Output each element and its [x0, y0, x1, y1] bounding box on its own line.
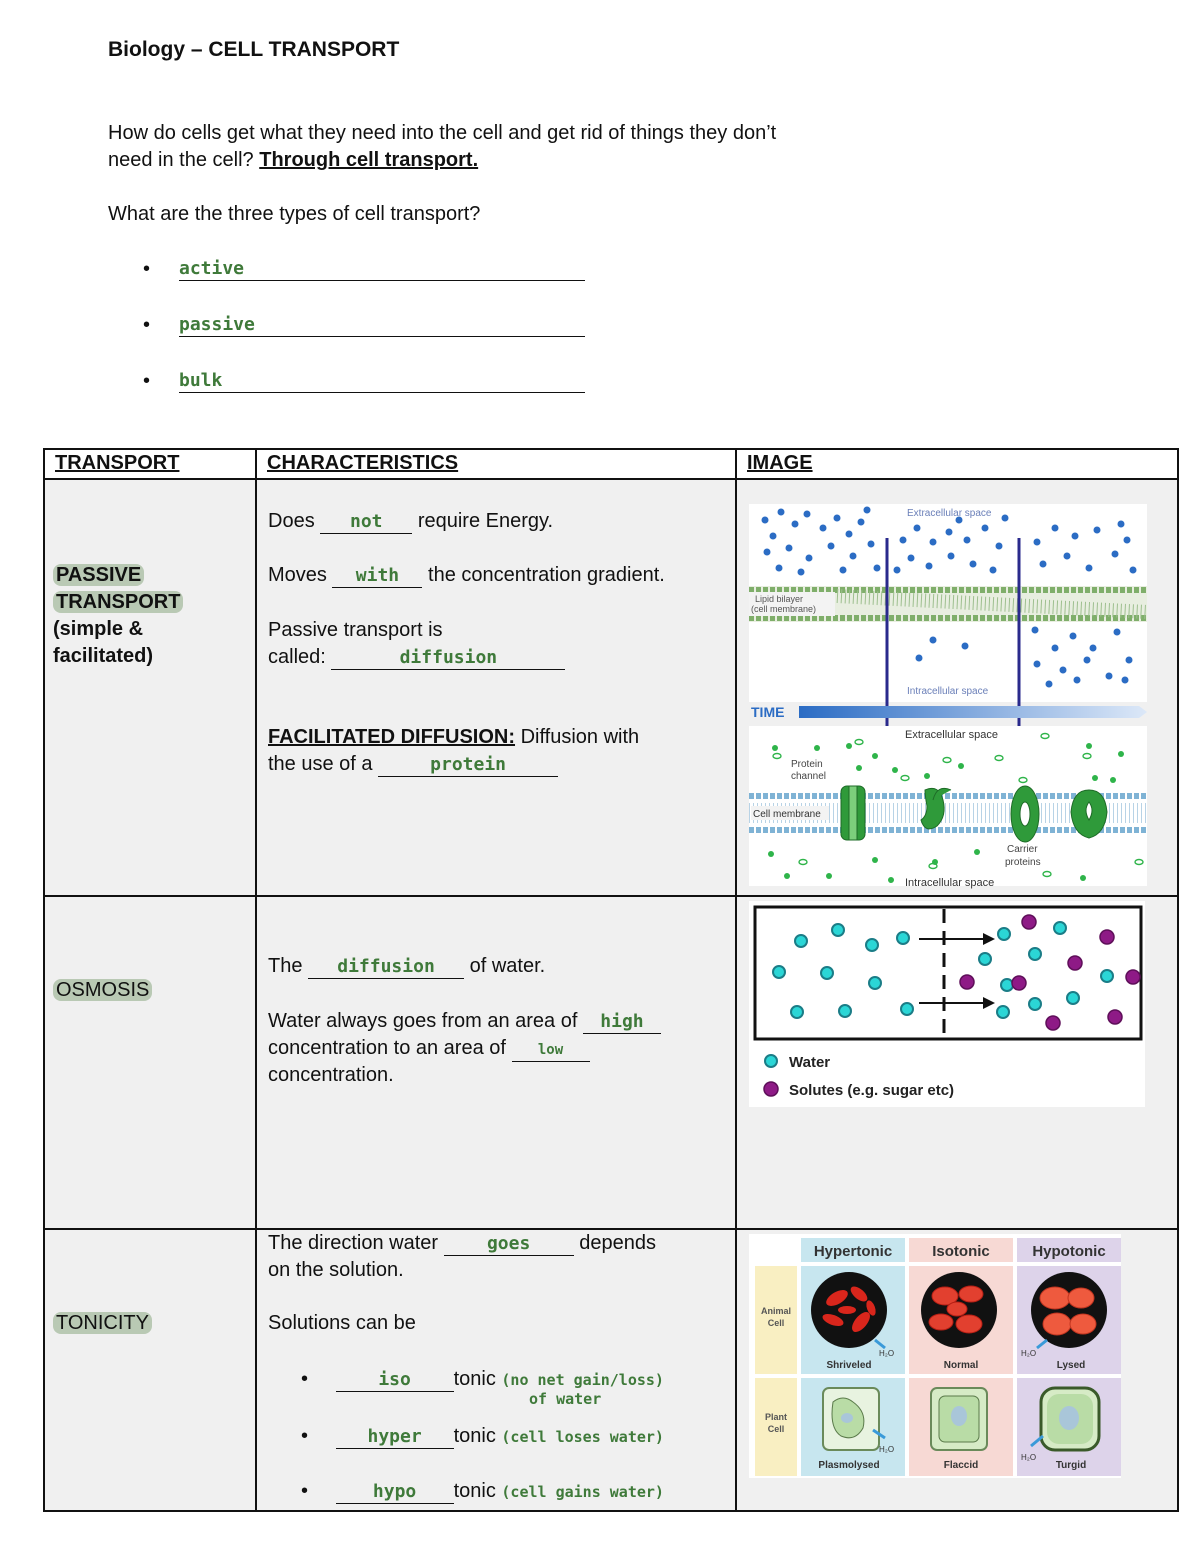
h2o-label: H₂O [879, 1445, 895, 1454]
passive-subtitle: (simple & [53, 618, 144, 640]
answer-protein: protein [378, 754, 558, 777]
tonicity-characteristics-cell [256, 1229, 736, 1511]
water-legend-label: Water [789, 1054, 831, 1071]
transport-table [43, 448, 1179, 1512]
facilitated-heading: FACILITATED DIFFUSION: [268, 726, 516, 748]
answer-bulk: bulk [179, 370, 585, 393]
time-label: TIME [751, 704, 785, 720]
diffusion-diagram [737, 480, 1177, 890]
tonicity-name-cell [44, 1229, 256, 1511]
osmosis-name: OSMOSIS [53, 979, 152, 1001]
shriveled-label: Shriveled [826, 1360, 872, 1371]
header-cell: IMAGE [736, 449, 1178, 479]
note-iso-2: of water [529, 1390, 602, 1408]
list-item [301, 1366, 664, 1394]
text: Moves [268, 564, 327, 586]
bullet: • [301, 1425, 309, 1447]
protein-channel [841, 786, 865, 840]
list-item [301, 1423, 664, 1451]
animal-cell-label-2: Cell [767, 1318, 785, 1328]
list-item [301, 1478, 664, 1506]
plant-cells [823, 1388, 1099, 1450]
cell-membrane-label: Cell membrane [753, 809, 821, 820]
tonicity-name: TONICITY [53, 1312, 152, 1334]
text: concentration to an area of [268, 1037, 506, 1059]
hypotonic-label: Hypotonic [1032, 1243, 1106, 1260]
passive-name-cell [44, 479, 256, 896]
note-hypo: (cell gains water) [501, 1483, 664, 1501]
solute-legend-icon [764, 1082, 778, 1096]
bullet: • [301, 1480, 309, 1502]
answer-diffusion: diffusion [331, 647, 565, 670]
turgid-label: Turgid [1055, 1460, 1087, 1471]
carrier-label-2: proteins [1005, 857, 1041, 868]
intracellular-label: Intracellular space [907, 686, 989, 697]
text: require Energy. [417, 510, 554, 532]
note-hyper: (cell loses water) [501, 1428, 664, 1446]
osmosis-characteristics-cell [256, 896, 736, 1229]
intro-question: need in the cell? [108, 149, 254, 171]
animal-cells [811, 1272, 1107, 1348]
text: tonic [453, 1425, 496, 1447]
intro-line-1: How do cells get what they need into the cell and get rid of things they don’t [108, 122, 777, 144]
intracellular-label-2: Intracellular space [905, 877, 995, 889]
text: of water. [469, 955, 546, 977]
lipid-label-2: (cell membrane) [751, 604, 817, 614]
lysed-label: Lysed [1056, 1360, 1086, 1371]
bullet: • [143, 370, 151, 392]
water-legend-icon [765, 1055, 777, 1067]
text: Diffusion with [520, 726, 640, 748]
h2o-label: H₂O [1021, 1453, 1037, 1462]
passive-characteristics-cell [256, 479, 736, 896]
answer-iso: iso [336, 1369, 454, 1392]
intro-answer: Through cell transport. [259, 149, 479, 171]
text: Does [268, 510, 315, 532]
plant-cell-label-2: Cell [767, 1424, 785, 1434]
text: The direction water [268, 1232, 439, 1254]
plasmolysed-label: Plasmolysed [818, 1460, 880, 1471]
answer-active: active [179, 258, 585, 281]
page-title: Biology – CELL TRANSPORT [108, 38, 400, 61]
h2o-label: H₂O [1021, 1349, 1037, 1358]
intro-line-2 [108, 147, 478, 174]
solute-legend-label: Solutes (e.g. sugar etc) [789, 1082, 955, 1099]
answer-low: low [512, 1039, 590, 1062]
plant-cell-label: Plant [764, 1412, 788, 1422]
answer-passive: passive [179, 314, 585, 337]
types-question: What are the three types of cell transport? [108, 203, 481, 225]
text: tonic [453, 1480, 496, 1502]
bullet: • [143, 314, 151, 336]
answer-hypo: hypo [336, 1481, 454, 1504]
passive-name: PASSIVE [53, 564, 144, 586]
answer-not: not [320, 511, 412, 534]
protein-channel-label: Protein [791, 759, 823, 770]
hypertonic-label: Hypertonic [813, 1243, 893, 1260]
lipid-label: Lipid bilayer [755, 594, 804, 604]
list-item [143, 258, 245, 314]
osmosis-image-cell [736, 896, 1178, 1229]
text: The [268, 955, 303, 977]
text: Passive transport is [268, 619, 443, 641]
extracellular-label: Extracellular space [907, 508, 992, 519]
isotonic-label: Isotonic [932, 1243, 990, 1260]
tonicity-diagram [737, 1230, 1177, 1505]
text: Solutions can be [268, 1312, 416, 1334]
answer-high: high [583, 1011, 661, 1034]
text: called: [268, 646, 326, 668]
passive-name-2: TRANSPORT [53, 591, 183, 613]
text: the concentration gradient. [428, 564, 665, 586]
types-list [143, 258, 255, 426]
bullet: • [301, 1368, 309, 1390]
osmosis-diagram [737, 897, 1177, 1223]
text: depends [579, 1232, 656, 1254]
answer-hyper: hyper [336, 1426, 454, 1449]
passive-subtitle-2: facilitated) [53, 645, 154, 667]
animal-cell-label: Animal [760, 1306, 792, 1316]
extracellular-label-2: Extracellular space [905, 729, 998, 741]
flaccid-label: Flaccid [943, 1460, 979, 1471]
answer-diffusion-water: diffusion [308, 956, 464, 979]
h2o-label: H₂O [879, 1349, 895, 1358]
passive-image-cell [736, 479, 1178, 896]
note-iso: (no net gain/loss) [501, 1371, 664, 1389]
bullet: • [143, 258, 151, 280]
text: the use of a [268, 753, 373, 775]
membrane-top [749, 586, 1147, 622]
answer-goes: goes [444, 1233, 574, 1256]
text: Water always goes from an area of [268, 1010, 578, 1032]
header-cell: CHARACTERISTICS [256, 449, 736, 479]
carrier-label: Carrier [1007, 844, 1038, 855]
list-item [143, 314, 255, 370]
osmosis-name-cell [44, 896, 256, 1229]
protein-channel-label-2: channel [791, 771, 827, 782]
normal-label: Normal [943, 1360, 979, 1371]
text: on the solution. [268, 1259, 404, 1281]
tonicity-image-cell [736, 1229, 1178, 1511]
answer-with: with [332, 565, 422, 588]
text: tonic [453, 1368, 496, 1390]
text: concentration. [268, 1064, 394, 1086]
header-cell: TRANSPORT [44, 449, 256, 479]
list-item [143, 370, 223, 426]
